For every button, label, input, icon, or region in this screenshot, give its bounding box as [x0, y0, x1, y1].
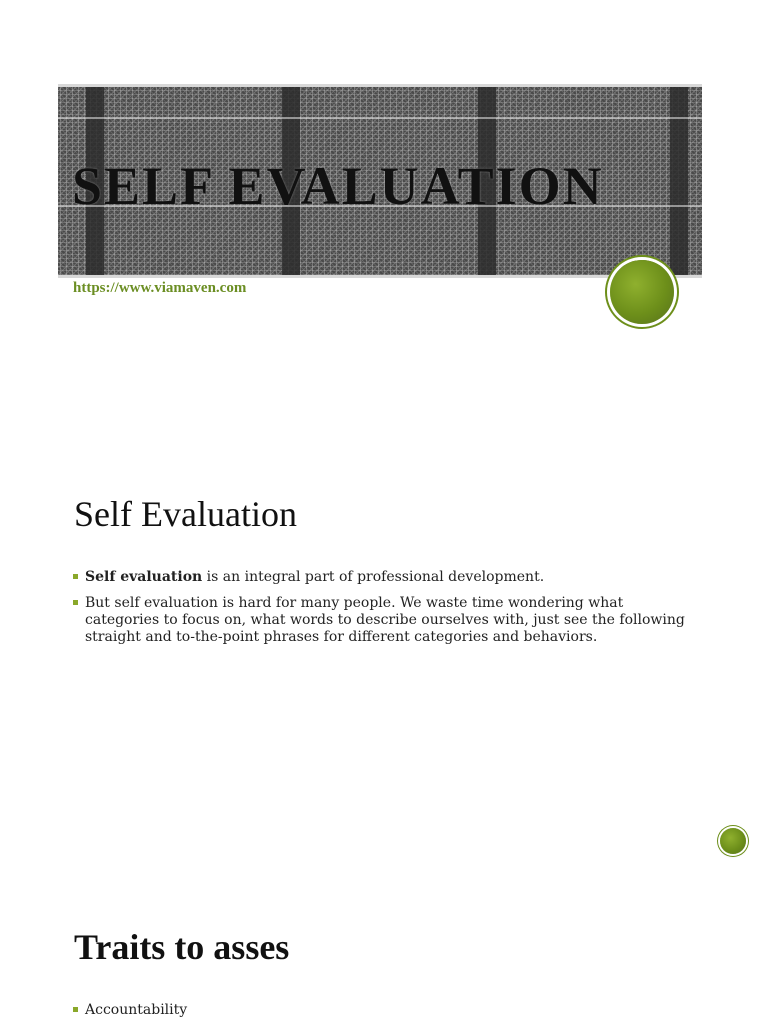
title-banner: [58, 84, 702, 278]
bullet-text: is an integral part of professional development.: [202, 569, 545, 585]
bullet-list: [72, 569, 692, 655]
title-slide: [0, 0, 768, 400]
bullet-list: [72, 1002, 692, 1028]
decorative-circle-icon: [610, 260, 674, 324]
bullet-icon: [73, 1007, 78, 1012]
website-link[interactable]: https://www.viamaven.com: [73, 280, 247, 296]
list-item: [72, 569, 692, 586]
slide-title: SELF EVALUATION: [72, 156, 604, 216]
list-item: [72, 1002, 692, 1019]
bullet-text: But self evaluation is hard for many people. We waste time wondering what categories to focus on, what words to describe ourselves with, just see the following straight and to-the-point phrases for different categories and behaviors.: [85, 595, 685, 645]
bullet-text: Accountability: [85, 1002, 188, 1018]
content-slide-traits: [0, 870, 768, 1024]
list-item: [72, 595, 692, 646]
bullet-bold-text: Self evaluation: [85, 569, 203, 585]
decorative-circle-icon: [720, 828, 746, 854]
slide-heading: Self Evaluation: [74, 494, 297, 534]
content-slide-self-evaluation: [0, 400, 768, 870]
bullet-icon: [73, 600, 78, 605]
slide-heading: Traits to asses: [74, 927, 290, 967]
bullet-icon: [73, 574, 78, 579]
